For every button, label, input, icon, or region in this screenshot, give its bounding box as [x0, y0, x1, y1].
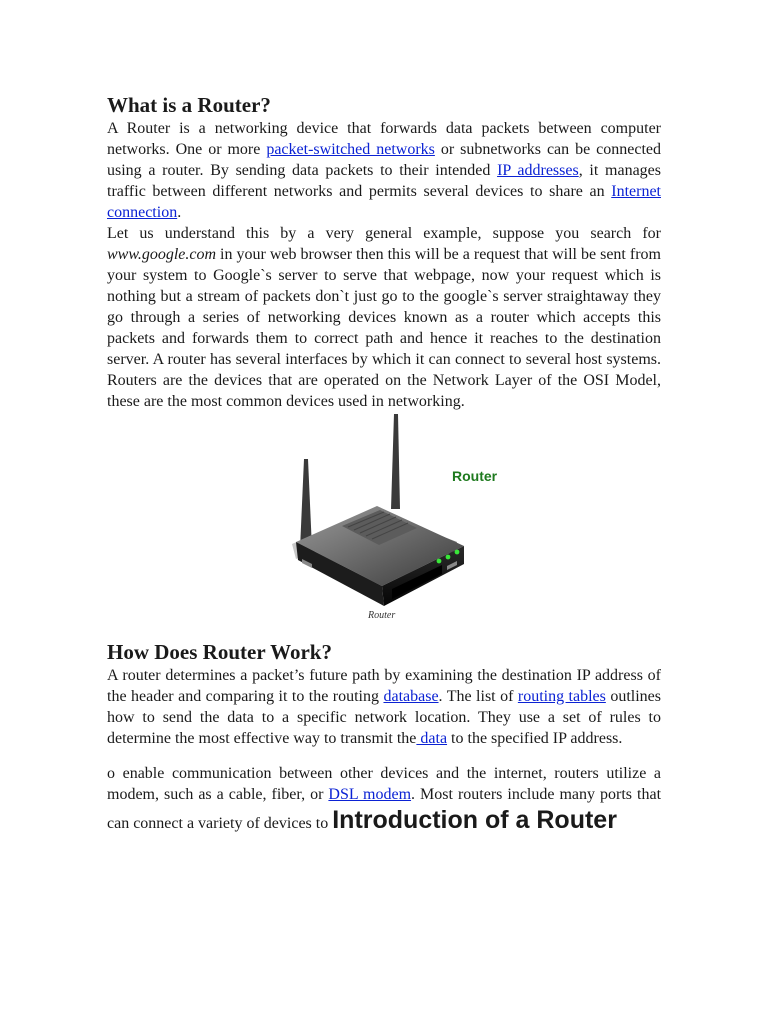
- text-span: or subnetworks can be connected using a router. By sending data packets to their intended: [107, 141, 662, 179]
- text-span: o enable communication between other devices and the internet, routers utilize a modem, such as a cable, fiber, or: [107, 765, 661, 803]
- paragraph-router-example: [107, 223, 661, 412]
- link-packet-switched-networks[interactable]: packet-switched networks: [266, 141, 435, 158]
- text-span: . Most routers include many ports that can connect a variety of devices to: [107, 786, 662, 832]
- text-span: , it manages traffic between different networks and permits several devices to share an: [107, 162, 661, 200]
- link-dsl-modem[interactable]: DSL modem: [328, 786, 412, 803]
- paragraph-router-operation: [107, 665, 661, 749]
- heading-introduction-of-router: Introduction of a Router: [332, 806, 617, 834]
- text-span: A router determines a packet’s future path by examining the destination IP address of the header and comparing it to the routing: [107, 667, 661, 705]
- paragraph-router-definition: [107, 118, 661, 223]
- heading-what-is-router: What is a Router?: [107, 93, 271, 117]
- paragraph-router-modem: [107, 763, 661, 835]
- text-span: outlines how to send the data to a specific network location. They use a set of rules to determine the most effective way to transmit the: [107, 688, 661, 747]
- link-internet-connection[interactable]: Internet connection: [107, 183, 661, 221]
- text-span: A Router is a networking device that forwards data packets between computer networks. One or more: [107, 120, 661, 158]
- spacer: [107, 749, 661, 763]
- link-data[interactable]: data: [416, 730, 448, 747]
- text-span: in your web browser then this will be a request that will be sent from your system to Google`s server to serve that webpage, now your request which is nothing but a stream of packets don`t just go to the google`s server straightaway they go through a series of networking devices known as a router which accepts this packets and forwards them to correct path and hence it reaches to the destination server. A router has several interfaces by which it can connect to several host systems. Routers are the devices that are operated on the Network Layer of the OSI Model, these are the most common devices used in networking.: [107, 246, 661, 410]
- figure-caption: Router: [368, 610, 396, 621]
- figure-label: Router: [452, 468, 498, 484]
- link-database[interactable]: database: [383, 688, 439, 705]
- emphasis-google-url: www.google.com: [107, 246, 217, 263]
- text-span: .: [177, 204, 182, 221]
- document-page: [107, 92, 661, 835]
- text-span: . The list of: [438, 688, 518, 705]
- router-image: [282, 414, 482, 614]
- link-routing-tables[interactable]: routing tables: [517, 688, 606, 705]
- text-span: to the specified IP address.: [447, 730, 623, 747]
- text-span: Let us understand this by a very general example, suppose you search for: [107, 225, 661, 242]
- link-ip-addresses[interactable]: IP addresses: [497, 162, 579, 179]
- router-figure: [107, 414, 661, 639]
- heading-how-router-works: How Does Router Work?: [107, 640, 332, 664]
